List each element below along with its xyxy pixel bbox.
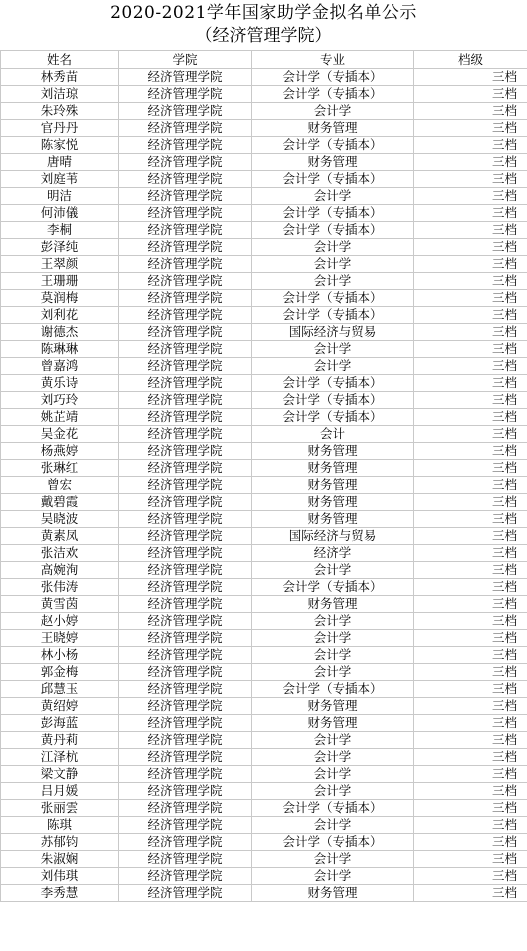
cell-major: 会计学 — [252, 817, 414, 834]
cell-major: 会计学 — [252, 358, 414, 375]
cell-college: 经济管理学院 — [119, 494, 252, 511]
table-row — [1, 409, 527, 426]
table-row — [1, 103, 527, 120]
cell-college: 经济管理学院 — [119, 392, 252, 409]
cell-grade: 三档 — [414, 851, 527, 868]
table-row — [1, 681, 527, 698]
cell-grade: 三档 — [414, 324, 527, 341]
cell-college: 经济管理学院 — [119, 460, 252, 477]
cell-college: 经济管理学院 — [119, 324, 252, 341]
table-row — [1, 885, 527, 902]
cell-name: 曾嘉鸿 — [1, 358, 119, 375]
cell-college: 经济管理学院 — [119, 205, 252, 222]
header-row — [1, 51, 527, 69]
table-row — [1, 341, 527, 358]
cell-major: 会计学（专插本） — [252, 800, 414, 817]
table-row — [1, 188, 527, 205]
cell-grade: 三档 — [414, 494, 527, 511]
cell-name: 彭泽纯 — [1, 239, 119, 256]
cell-major: 财务管理 — [252, 460, 414, 477]
cell-major: 会计 — [252, 426, 414, 443]
cell-name: 莫润梅 — [1, 290, 119, 307]
cell-major: 会计学（专插本） — [252, 579, 414, 596]
cell-major: 会计学 — [252, 273, 414, 290]
cell-name: 杨燕婷 — [1, 443, 119, 460]
cell-college: 经济管理学院 — [119, 630, 252, 647]
cell-name: 黄绍婷 — [1, 698, 119, 715]
table-row — [1, 613, 527, 630]
cell-college: 经济管理学院 — [119, 154, 252, 171]
cell-major: 会计学（专插本） — [252, 409, 414, 426]
header-grade: 档级 — [414, 51, 527, 69]
table-row — [1, 783, 527, 800]
cell-college: 经济管理学院 — [119, 290, 252, 307]
cell-grade: 三档 — [414, 868, 527, 885]
cell-name: 张丽雲 — [1, 800, 119, 817]
cell-major: 会计学 — [252, 613, 414, 630]
cell-name: 姚芷靖 — [1, 409, 119, 426]
table-row — [1, 358, 527, 375]
cell-college: 经济管理学院 — [119, 596, 252, 613]
cell-college: 经济管理学院 — [119, 239, 252, 256]
cell-grade: 三档 — [414, 69, 527, 86]
cell-grade: 三档 — [414, 749, 527, 766]
cell-college: 经济管理学院 — [119, 103, 252, 120]
cell-name: 朱淑娴 — [1, 851, 119, 868]
cell-major: 财务管理 — [252, 511, 414, 528]
cell-name: 官丹丹 — [1, 120, 119, 137]
table-body — [1, 69, 527, 902]
cell-grade: 三档 — [414, 715, 527, 732]
cell-name: 刘利花 — [1, 307, 119, 324]
cell-name: 郭金梅 — [1, 664, 119, 681]
table-row — [1, 426, 527, 443]
cell-grade: 三档 — [414, 647, 527, 664]
cell-grade: 三档 — [414, 358, 527, 375]
cell-college: 经济管理学院 — [119, 256, 252, 273]
cell-grade: 三档 — [414, 528, 527, 545]
cell-major: 会计学 — [252, 766, 414, 783]
cell-major: 会计学（专插本） — [252, 392, 414, 409]
cell-college: 经济管理学院 — [119, 885, 252, 902]
table-row — [1, 579, 527, 596]
cell-major: 会计学 — [252, 630, 414, 647]
cell-name: 高婉洵 — [1, 562, 119, 579]
cell-major: 会计学 — [252, 732, 414, 749]
cell-grade: 三档 — [414, 732, 527, 749]
cell-grade: 三档 — [414, 800, 527, 817]
cell-college: 经济管理学院 — [119, 681, 252, 698]
cell-name: 王晓婷 — [1, 630, 119, 647]
cell-major: 会计学 — [252, 664, 414, 681]
cell-college: 经济管理学院 — [119, 120, 252, 137]
cell-major: 财务管理 — [252, 715, 414, 732]
cell-name: 邱慧玉 — [1, 681, 119, 698]
cell-major: 财务管理 — [252, 477, 414, 494]
cell-college: 经济管理学院 — [119, 613, 252, 630]
cell-college: 经济管理学院 — [119, 137, 252, 154]
cell-college: 经济管理学院 — [119, 851, 252, 868]
cell-grade: 三档 — [414, 341, 527, 358]
cell-grade: 三档 — [414, 205, 527, 222]
cell-name: 彭海蓝 — [1, 715, 119, 732]
cell-college: 经济管理学院 — [119, 698, 252, 715]
cell-college: 经济管理学院 — [119, 715, 252, 732]
table-row — [1, 392, 527, 409]
cell-name: 陈琳琳 — [1, 341, 119, 358]
cell-major: 会计学（专插本） — [252, 681, 414, 698]
cell-major: 财务管理 — [252, 885, 414, 902]
table-row — [1, 749, 527, 766]
table-row — [1, 69, 527, 86]
table-row — [1, 273, 527, 290]
cell-name: 黄丹莉 — [1, 732, 119, 749]
cell-major: 会计学（专插本） — [252, 171, 414, 188]
cell-grade: 三档 — [414, 817, 527, 834]
cell-college: 经济管理学院 — [119, 783, 252, 800]
cell-major: 会计学（专插本） — [252, 290, 414, 307]
cell-college: 经济管理学院 — [119, 647, 252, 664]
cell-name: 戴碧霞 — [1, 494, 119, 511]
table-row — [1, 630, 527, 647]
cell-college: 经济管理学院 — [119, 358, 252, 375]
cell-grade: 三档 — [414, 885, 527, 902]
table-row — [1, 256, 527, 273]
cell-college: 经济管理学院 — [119, 188, 252, 205]
cell-college: 经济管理学院 — [119, 443, 252, 460]
cell-college: 经济管理学院 — [119, 766, 252, 783]
cell-name: 林小杨 — [1, 647, 119, 664]
table-row — [1, 477, 527, 494]
cell-name: 谢德杰 — [1, 324, 119, 341]
cell-college: 经济管理学院 — [119, 222, 252, 239]
cell-major: 会计学（专插本） — [252, 205, 414, 222]
cell-grade: 三档 — [414, 171, 527, 188]
cell-grade: 三档 — [414, 409, 527, 426]
cell-major: 财务管理 — [252, 494, 414, 511]
cell-grade: 三档 — [414, 562, 527, 579]
cell-name: 吕月媛 — [1, 783, 119, 800]
cell-college: 经济管理学院 — [119, 545, 252, 562]
cell-major: 财务管理 — [252, 443, 414, 460]
cell-name: 陈琪 — [1, 817, 119, 834]
cell-name: 刘庭苇 — [1, 171, 119, 188]
table-row — [1, 120, 527, 137]
cell-major: 国际经济与贸易 — [252, 324, 414, 341]
cell-major: 财务管理 — [252, 698, 414, 715]
cell-major: 会计学（专插本） — [252, 86, 414, 103]
cell-college: 经济管理学院 — [119, 69, 252, 86]
cell-name: 张琳红 — [1, 460, 119, 477]
cell-major: 会计学（专插本） — [252, 137, 414, 154]
table-row — [1, 834, 527, 851]
cell-name: 王珊珊 — [1, 273, 119, 290]
cell-grade: 三档 — [414, 783, 527, 800]
cell-name: 明洁 — [1, 188, 119, 205]
table-row — [1, 732, 527, 749]
cell-college: 经济管理学院 — [119, 171, 252, 188]
cell-name: 唐晴 — [1, 154, 119, 171]
cell-name: 梁文静 — [1, 766, 119, 783]
table-row — [1, 171, 527, 188]
cell-college: 经济管理学院 — [119, 86, 252, 103]
table-row — [1, 664, 527, 681]
cell-grade: 三档 — [414, 103, 527, 120]
table-row — [1, 766, 527, 783]
page-title: 2020-2021学年国家助学金拟名单公示 — [110, 3, 417, 23]
cell-major: 会计学 — [252, 749, 414, 766]
cell-name: 刘洁琼 — [1, 86, 119, 103]
cell-name: 刘巧玲 — [1, 392, 119, 409]
cell-grade: 三档 — [414, 307, 527, 324]
table-row — [1, 698, 527, 715]
cell-grade: 三档 — [414, 681, 527, 698]
cell-name: 张洁欢 — [1, 545, 119, 562]
table-row — [1, 528, 527, 545]
cell-grade: 三档 — [414, 426, 527, 443]
cell-college: 经济管理学院 — [119, 341, 252, 358]
cell-college: 经济管理学院 — [119, 307, 252, 324]
table-row — [1, 715, 527, 732]
table-row — [1, 851, 527, 868]
cell-grade: 三档 — [414, 630, 527, 647]
cell-name: 刘伟琪 — [1, 868, 119, 885]
cell-college: 经济管理学院 — [119, 562, 252, 579]
cell-college: 经济管理学院 — [119, 273, 252, 290]
cell-grade: 三档 — [414, 375, 527, 392]
cell-grade: 三档 — [414, 256, 527, 273]
cell-name: 林秀苗 — [1, 69, 119, 86]
cell-name: 陈家悦 — [1, 137, 119, 154]
cell-college: 经济管理学院 — [119, 749, 252, 766]
table-row — [1, 868, 527, 885]
page-subtitle: （经济管理学院） — [195, 26, 332, 46]
cell-grade: 三档 — [414, 188, 527, 205]
cell-major: 会计学 — [252, 647, 414, 664]
cell-major: 会计学 — [252, 562, 414, 579]
table-row — [1, 375, 527, 392]
cell-grade: 三档 — [414, 511, 527, 528]
cell-major: 经济学 — [252, 545, 414, 562]
cell-grade: 三档 — [414, 766, 527, 783]
cell-name: 李桐 — [1, 222, 119, 239]
cell-name: 张伟涛 — [1, 579, 119, 596]
cell-name: 朱玲殊 — [1, 103, 119, 120]
cell-name: 黄乐诗 — [1, 375, 119, 392]
cell-major: 会计学（专插本） — [252, 834, 414, 851]
cell-name: 吴晓波 — [1, 511, 119, 528]
cell-grade: 三档 — [414, 664, 527, 681]
cell-major: 会计学 — [252, 851, 414, 868]
cell-name: 王翠颜 — [1, 256, 119, 273]
table-row — [1, 137, 527, 154]
cell-college: 经济管理学院 — [119, 511, 252, 528]
cell-name: 苏郁钧 — [1, 834, 119, 851]
table-row — [1, 596, 527, 613]
table-row — [1, 205, 527, 222]
cell-college: 经济管理学院 — [119, 579, 252, 596]
cell-grade: 三档 — [414, 86, 527, 103]
table-row — [1, 239, 527, 256]
cell-name: 李秀慧 — [1, 885, 119, 902]
table-row — [1, 324, 527, 341]
cell-name: 赵小婷 — [1, 613, 119, 630]
cell-college: 经济管理学院 — [119, 664, 252, 681]
cell-college: 经济管理学院 — [119, 817, 252, 834]
cell-college: 经济管理学院 — [119, 800, 252, 817]
cell-major: 国际经济与贸易 — [252, 528, 414, 545]
cell-major: 会计学 — [252, 188, 414, 205]
header-college: 学院 — [119, 51, 252, 69]
cell-grade: 三档 — [414, 273, 527, 290]
table-row — [1, 290, 527, 307]
cell-grade: 三档 — [414, 834, 527, 851]
cell-grade: 三档 — [414, 137, 527, 154]
cell-major: 会计学 — [252, 239, 414, 256]
cell-name: 江泽杭 — [1, 749, 119, 766]
cell-major: 会计学（专插本） — [252, 69, 414, 86]
cell-grade: 三档 — [414, 154, 527, 171]
cell-grade: 三档 — [414, 392, 527, 409]
table-row — [1, 86, 527, 103]
header-name: 姓名 — [1, 51, 119, 69]
cell-college: 经济管理学院 — [119, 409, 252, 426]
table-row — [1, 154, 527, 171]
table-row — [1, 307, 527, 324]
table-row — [1, 800, 527, 817]
cell-grade: 三档 — [414, 579, 527, 596]
cell-major: 会计学 — [252, 256, 414, 273]
cell-major: 会计学 — [252, 341, 414, 358]
cell-major: 会计学 — [252, 868, 414, 885]
cell-name: 黄雪茵 — [1, 596, 119, 613]
header-major: 专业 — [252, 51, 414, 69]
cell-grade: 三档 — [414, 477, 527, 494]
title-block — [0, 0, 527, 50]
table-row — [1, 460, 527, 477]
cell-college: 经济管理学院 — [119, 528, 252, 545]
cell-major: 会计学（专插本） — [252, 307, 414, 324]
cell-grade: 三档 — [414, 239, 527, 256]
cell-major: 会计学（专插本） — [252, 375, 414, 392]
cell-major: 财务管理 — [252, 120, 414, 137]
cell-grade: 三档 — [414, 698, 527, 715]
cell-name: 曾宏 — [1, 477, 119, 494]
cell-grade: 三档 — [414, 222, 527, 239]
table-row — [1, 817, 527, 834]
cell-name: 何沛儀 — [1, 205, 119, 222]
table-row — [1, 545, 527, 562]
table-row — [1, 562, 527, 579]
cell-major: 财务管理 — [252, 154, 414, 171]
cell-grade: 三档 — [414, 120, 527, 137]
table-row — [1, 647, 527, 664]
cell-college: 经济管理学院 — [119, 477, 252, 494]
cell-major: 财务管理 — [252, 596, 414, 613]
cell-major: 会计学 — [252, 103, 414, 120]
cell-major: 会计学（专插本） — [252, 222, 414, 239]
cell-college: 经济管理学院 — [119, 868, 252, 885]
table-row — [1, 222, 527, 239]
table-row — [1, 511, 527, 528]
cell-grade: 三档 — [414, 596, 527, 613]
cell-college: 经济管理学院 — [119, 834, 252, 851]
table-row — [1, 443, 527, 460]
cell-grade: 三档 — [414, 460, 527, 477]
cell-grade: 三档 — [414, 443, 527, 460]
cell-grade: 三档 — [414, 290, 527, 307]
cell-grade: 三档 — [414, 545, 527, 562]
table-row — [1, 494, 527, 511]
cell-grade: 三档 — [414, 613, 527, 630]
cell-college: 经济管理学院 — [119, 426, 252, 443]
cell-name: 吴金花 — [1, 426, 119, 443]
cell-college: 经济管理学院 — [119, 732, 252, 749]
cell-major: 会计学 — [252, 783, 414, 800]
cell-college: 经济管理学院 — [119, 375, 252, 392]
recipients-table — [0, 50, 527, 902]
cell-name: 黄素凤 — [1, 528, 119, 545]
